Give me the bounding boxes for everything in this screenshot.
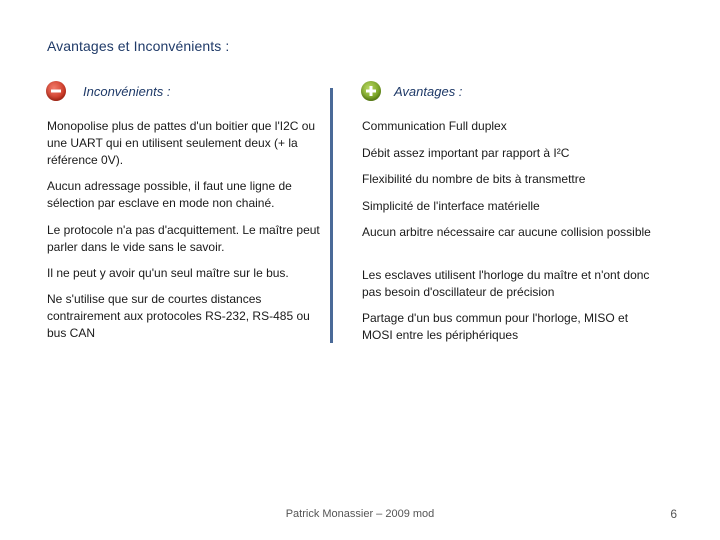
- list-item: Le protocole n'a pas d'acquittement. Le maître peut parler dans le vide sans le savoir.: [47, 223, 320, 254]
- inconvenients-header: [46, 81, 170, 101]
- minus-circle-icon: [46, 81, 66, 101]
- avantages-label: Avantages :: [394, 83, 463, 99]
- list-item: Ne s'utilise que sur de courtes distances contrairement aux protocoles RS-232, RS-485 ou bus CAN: [47, 292, 310, 340]
- slide-title: Avantages et Inconvénients :: [47, 38, 230, 54]
- list-item: Simplicité de l'interface matérielle: [362, 199, 540, 213]
- column-divider: [330, 88, 333, 343]
- list-item: Aucun arbitre nécessaire car aucune collision possible: [362, 225, 651, 239]
- list-item: Communication Full duplex: [362, 119, 507, 133]
- list-item: Il ne peut y avoir qu'un seul maître sur le bus.: [47, 266, 289, 280]
- list-item: Partage d'un bus commun pour l'horloge, MISO et MOSI entre les périphériques: [362, 311, 629, 342]
- list-item: Les esclaves utilisent l'horloge du maître et n'ont donc pas besoin d'oscillateur de précision: [362, 268, 650, 299]
- avantages-header: [361, 81, 462, 101]
- footer-author: Patrick Monassier – 2009 mod: [285, 508, 435, 520]
- list-item: Monopolise plus de pattes d'un boitier que l'I2C ou une UART qui en utilisent seulement deux (+ la référence 0V).: [47, 119, 316, 167]
- list-item: Aucun adressage possible, il faut une ligne de sélection par esclave en mode non chainé.: [47, 179, 292, 210]
- page-number: 6: [670, 507, 677, 521]
- plus-circle-icon: [361, 81, 381, 101]
- list-item: Débit assez important par rapport à I²C: [362, 146, 570, 160]
- list-item: Flexibilité du nombre de bits à transmettre: [362, 172, 586, 186]
- inconvenients-label: Inconvénients :: [83, 83, 171, 99]
